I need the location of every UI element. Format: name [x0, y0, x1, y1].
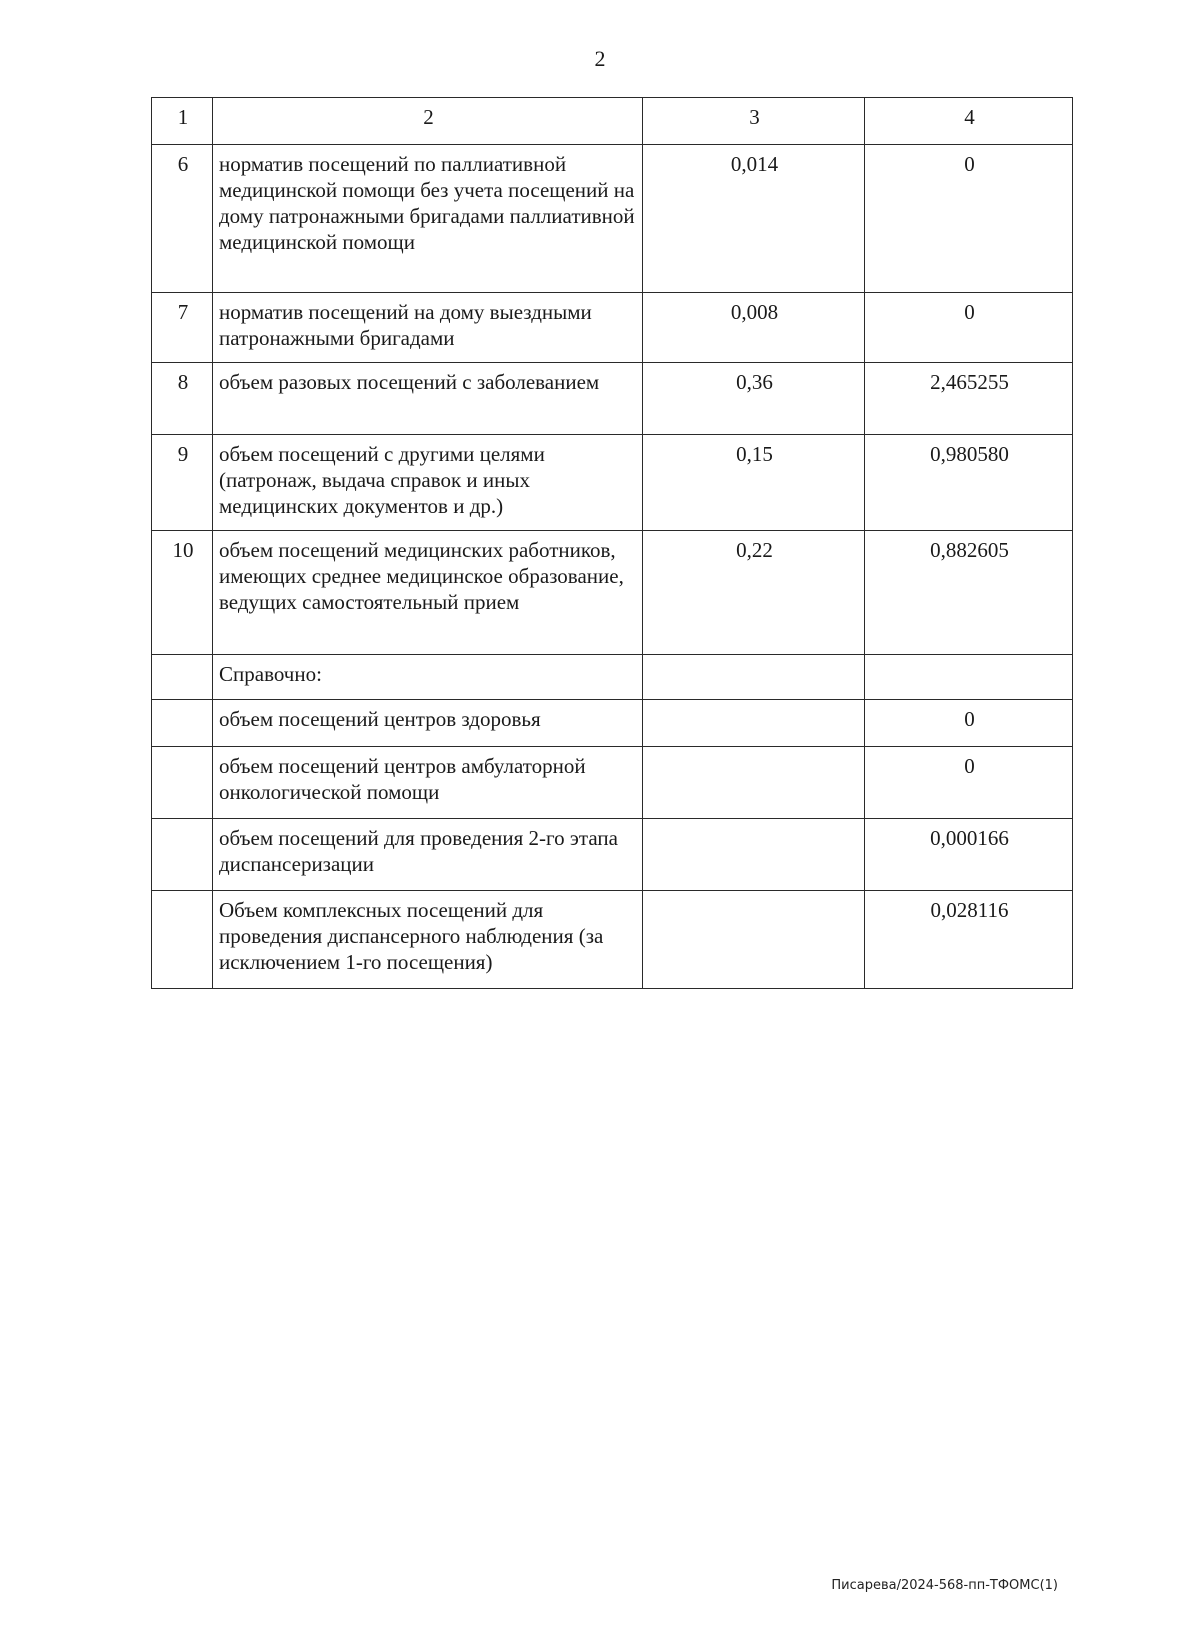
- document-reference: Писарева/2024-568-пп-ТФОМС(1): [831, 1578, 1058, 1593]
- row-number: [152, 747, 213, 819]
- row-description: объем посещений для проведения 2-го этапа диспансеризации: [213, 819, 643, 891]
- normatives-table: [151, 97, 1073, 989]
- row-number: 6: [152, 145, 213, 293]
- table-row: [152, 655, 1073, 700]
- row-description: Объем комплексных посещений для проведения диспансерного наблюдения (за исключением 1-го посещения): [213, 891, 643, 989]
- row-value-col4: 0,980580: [865, 435, 1073, 531]
- table-row: [152, 435, 1073, 531]
- row-number: [152, 655, 213, 700]
- row-value-col4: 0,028116: [865, 891, 1073, 989]
- row-number: [152, 819, 213, 891]
- row-value-col3: 0,15: [643, 435, 865, 531]
- table-row: [152, 293, 1073, 363]
- table-row: [152, 891, 1073, 989]
- row-description: объем посещений центров здоровья: [213, 700, 643, 747]
- row-value-col4: 0: [865, 700, 1073, 747]
- row-value-col3: [643, 700, 865, 747]
- row-description: объем посещений медицинских работников, имеющих среднее медицинское образование, ведущих самостоятельный прием: [213, 531, 643, 655]
- table-row: [152, 531, 1073, 655]
- row-description: норматив посещений на дому выездными патронажными бригадами: [213, 293, 643, 363]
- header-cell: 2: [213, 98, 643, 145]
- row-value-col4: 0,000166: [865, 819, 1073, 891]
- row-description: объем посещений центров амбулаторной онкологической помощи: [213, 747, 643, 819]
- table-row: [152, 747, 1073, 819]
- row-value-col3: [643, 655, 865, 700]
- row-value-col3: [643, 891, 865, 989]
- row-value-col3: [643, 747, 865, 819]
- row-value-col4: 0: [865, 747, 1073, 819]
- row-number: 7: [152, 293, 213, 363]
- table-header-row: [152, 98, 1073, 145]
- row-value-col4: [865, 655, 1073, 700]
- header-cell: 1: [152, 98, 213, 145]
- table-row: [152, 363, 1073, 435]
- row-number: 10: [152, 531, 213, 655]
- table-row: [152, 700, 1073, 747]
- header-cell: 3: [643, 98, 865, 145]
- row-number: [152, 891, 213, 989]
- row-number: [152, 700, 213, 747]
- row-number: 9: [152, 435, 213, 531]
- row-value-col4: 0: [865, 145, 1073, 293]
- table-row: [152, 145, 1073, 293]
- row-description: объем посещений с другими целями (патронаж, выдача справок и иных медицинских документов и др.): [213, 435, 643, 531]
- row-value-col4: 0: [865, 293, 1073, 363]
- table-row: [152, 819, 1073, 891]
- row-value-col4: 2,465255: [865, 363, 1073, 435]
- row-value-col3: [643, 819, 865, 891]
- row-description: объем разовых посещений с заболеванием: [213, 363, 643, 435]
- row-value-col3: 0,014: [643, 145, 865, 293]
- header-cell: 4: [865, 98, 1073, 145]
- row-value-col3: 0,36: [643, 363, 865, 435]
- row-number: 8: [152, 363, 213, 435]
- row-value-col4: 0,882605: [865, 531, 1073, 655]
- row-description: Справочно:: [213, 655, 643, 700]
- page-number: 2: [594, 46, 606, 71]
- row-description: норматив посещений по паллиативной медицинской помощи без учета посещений на дому патронажными бригадами паллиативной медицинской помощи: [213, 145, 643, 293]
- row-value-col3: 0,008: [643, 293, 865, 363]
- row-value-col3: 0,22: [643, 531, 865, 655]
